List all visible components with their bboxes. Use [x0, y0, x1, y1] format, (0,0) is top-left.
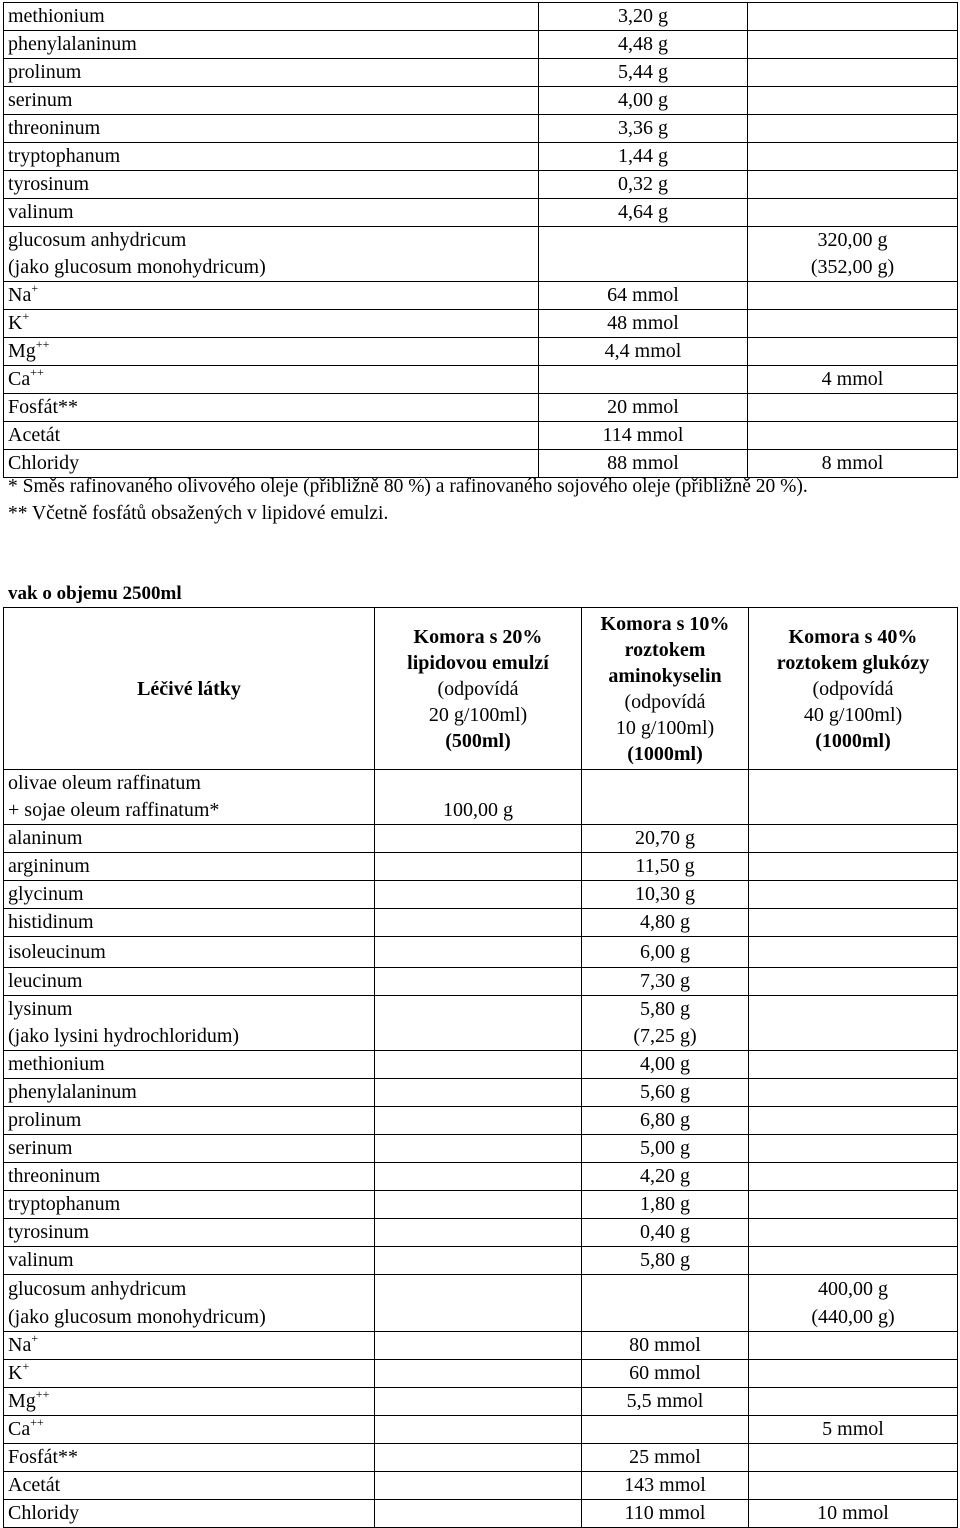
table-row [4, 996, 958, 1051]
amount-cell: 110 mmol [582, 1500, 749, 1528]
ion-name: Mg++ [4, 1388, 375, 1416]
amount-cell: 0,32 g [539, 171, 748, 199]
table-row [4, 1219, 958, 1247]
amount-cell [375, 1219, 582, 1247]
ion-name: Na+ [4, 1332, 375, 1360]
composition-table-continued [3, 2, 958, 478]
substance-name: glucosum anhydricum (jako glucosum monohydricum) [4, 1275, 375, 1332]
amount-cell [375, 1332, 582, 1360]
amount-cell: 3,20 g [539, 3, 748, 31]
substance-name: valinum [4, 199, 539, 227]
table-row [4, 1247, 958, 1275]
substance-name: lysinum (jako lysini hydrochloridum) [4, 996, 375, 1051]
amount-cell [748, 338, 958, 366]
substance-name: alaninum [4, 825, 375, 853]
column-header-substances: Léčivé látky [4, 608, 375, 770]
amount-cell: 25 mmol [582, 1444, 749, 1472]
amount-cell: 4,80 g [582, 909, 749, 937]
amount-cell: 20,70 g [582, 825, 749, 853]
table-row [4, 1107, 958, 1135]
amount-cell: 143 mmol [582, 1472, 749, 1500]
substance-name [4, 227, 539, 282]
substance-name: methionium [4, 1051, 375, 1079]
substance-name: glycinum [4, 881, 375, 909]
amount-cell [748, 199, 958, 227]
amount-cell [375, 1107, 582, 1135]
amount-cell: 4,00 g [582, 1051, 749, 1079]
substance-name: prolinum [4, 1107, 375, 1135]
amount-cell [375, 825, 582, 853]
amount-cell [375, 1360, 582, 1388]
amount-cell [749, 1135, 958, 1163]
amount-cell: 6,80 g [582, 1107, 749, 1135]
substance-name: threoninum [4, 115, 539, 143]
table-row [4, 59, 958, 87]
table-row [4, 115, 958, 143]
amount-cell: 5,44 g [539, 59, 748, 87]
substance-name: phenylalaninum [4, 1079, 375, 1107]
column-header-amino-chamber: Komora s 10% roztokem aminokyselin (odpovídá 10 g/100ml) (1000ml) [582, 608, 749, 770]
table-row [4, 1416, 958, 1444]
amount-cell: 100,00 g [375, 770, 582, 825]
table-row [4, 227, 958, 282]
substance-name: serinum [4, 1135, 375, 1163]
amount-cell [749, 881, 958, 909]
footnote-oil-mixture: * Směs rafinovaného olivového oleje (přibližně 80 %) a rafinovaného sojového oleje (přibližně 20 %). [8, 476, 808, 497]
amount-cell: 11,50 g [582, 853, 749, 881]
ion-name: Mg++ [4, 338, 539, 366]
amount-cell [748, 171, 958, 199]
amount-cell: 4,00 g [539, 87, 748, 115]
amount-cell [749, 1444, 958, 1472]
table-row [4, 1332, 958, 1360]
amount-cell: 80 mmol [582, 1332, 749, 1360]
amount-cell: 0,40 g [582, 1219, 749, 1247]
substance-name: tyrosinum [4, 1219, 375, 1247]
substance-name: tyrosinum [4, 171, 539, 199]
amount-cell [375, 909, 582, 937]
amount-cell [749, 1107, 958, 1135]
table-row [4, 1388, 958, 1416]
amount-cell: 1,80 g [582, 1191, 749, 1219]
amount-cell [749, 1472, 958, 1500]
ion-name: Fosfát** [4, 1444, 375, 1472]
amount-cell [539, 366, 748, 394]
amount-cell: 64 mmol [539, 282, 748, 310]
amount-cell: 4,48 g [539, 31, 748, 59]
table-row [4, 87, 958, 115]
amount-cell [375, 1444, 582, 1472]
amount-cell [375, 937, 582, 968]
amount-cell [749, 1388, 958, 1416]
amount-cell: 4 mmol [748, 366, 958, 394]
ion-name: Acetát [4, 1472, 375, 1500]
footnotes [8, 473, 808, 527]
amount-cell: 114 mmol [539, 422, 748, 450]
substance-name: olivae oleum raffinatum + sojae oleum raffinatum* [4, 770, 375, 825]
table-row [4, 143, 958, 171]
amount-cell [749, 1360, 958, 1388]
amount-cell [582, 1275, 749, 1332]
substance-name: valinum [4, 1247, 375, 1275]
table-row [4, 1163, 958, 1191]
amount-cell [375, 1079, 582, 1107]
amount-cell [582, 1416, 749, 1444]
ion-name: K+ [4, 310, 539, 338]
amount-cell [749, 1079, 958, 1107]
amount-cell: 88 mmol [539, 450, 748, 478]
amount-cell [375, 1051, 582, 1079]
glucose-monohydrate-amount: (352,00 g) [810, 256, 895, 278]
amount-cell [748, 282, 958, 310]
amount-cell [749, 937, 958, 968]
amount-cell: 5,80 g (7,25 g) [582, 996, 749, 1051]
table-row [4, 199, 958, 227]
column-header-glucose-chamber: Komora s 40% roztokem glukózy (odpovídá 40 g/100ml) (1000ml) [749, 608, 958, 770]
table-row [4, 1135, 958, 1163]
amount-cell [375, 1275, 582, 1332]
amount-cell [375, 1388, 582, 1416]
amount-cell [748, 3, 958, 31]
amount-cell: 4,20 g [582, 1163, 749, 1191]
substance-name: tryptophanum [4, 1191, 375, 1219]
amount-cell [375, 1472, 582, 1500]
substance-name: serinum [4, 87, 539, 115]
table-row [4, 3, 958, 31]
amount-cell [748, 59, 958, 87]
amount-cell: 20 mmol [539, 394, 748, 422]
amount-cell [749, 1051, 958, 1079]
amount-cell [375, 1135, 582, 1163]
substance-name: methionium [4, 3, 539, 31]
footnote-phosphate: ** Včetně fosfátů obsažených v lipidové emulzi. [8, 503, 389, 524]
table-row [4, 1051, 958, 1079]
amount-cell [375, 853, 582, 881]
table-row [4, 171, 958, 199]
amount-cell: 3,36 g [539, 115, 748, 143]
amount-cell: 8 mmol [748, 450, 958, 478]
table-row [4, 1360, 958, 1388]
amount-cell [749, 825, 958, 853]
amount-cell [375, 968, 582, 996]
amount-cell [748, 227, 958, 282]
table-row [4, 1500, 958, 1528]
amount-cell [375, 1500, 582, 1528]
substance-name: prolinum [4, 59, 539, 87]
ion-name: K+ [4, 1360, 375, 1388]
table-row [4, 1191, 958, 1219]
table-row [4, 338, 958, 366]
composition-table-2500ml [3, 607, 958, 1528]
ion-name: Ca++ [4, 366, 539, 394]
amount-cell [748, 87, 958, 115]
table-row [4, 1472, 958, 1500]
amount-cell [749, 996, 958, 1051]
amount-cell [375, 1191, 582, 1219]
glucose-name: glucosum anhydricum [8, 229, 187, 251]
amount-cell: 5,00 g [582, 1135, 749, 1163]
amount-cell [749, 1163, 958, 1191]
table-row [4, 825, 958, 853]
substance-name: isoleucinum [4, 937, 375, 968]
table-row [4, 968, 958, 996]
table-row [4, 853, 958, 881]
table-row [4, 1275, 958, 1332]
ion-name: Chloridy [4, 1500, 375, 1528]
table-row [4, 1079, 958, 1107]
amount-cell [748, 394, 958, 422]
ion-name: Acetát [4, 422, 539, 450]
substance-name: phenylalaninum [4, 31, 539, 59]
table-row [4, 937, 958, 968]
amount-cell: 5,5 mmol [582, 1388, 749, 1416]
table-row [4, 1444, 958, 1472]
glucose-amount: 320,00 g [817, 229, 888, 251]
amount-cell [375, 1163, 582, 1191]
table-row [4, 310, 958, 338]
amount-cell [375, 996, 582, 1051]
amount-cell: 400,00 g (440,00 g) [749, 1275, 958, 1332]
table-row [4, 394, 958, 422]
amount-cell [375, 881, 582, 909]
amount-cell [748, 422, 958, 450]
amount-cell: 4,4 mmol [539, 338, 748, 366]
amount-cell [749, 1219, 958, 1247]
amount-cell [748, 115, 958, 143]
amount-cell: 60 mmol [582, 1360, 749, 1388]
amount-cell [539, 227, 748, 282]
column-header-lipid-chamber: Komora s 20% lipidovou emulzí (odpovídá 20 g/100ml) (500ml) [375, 608, 582, 770]
table-row [4, 770, 958, 825]
amount-cell [749, 909, 958, 937]
ion-name: Fosfát** [4, 394, 539, 422]
substance-name: leucinum [4, 968, 375, 996]
amount-cell: 10,30 g [582, 881, 749, 909]
glucose-monohydrate-name: (jako glucosum monohydricum) [8, 256, 266, 278]
table-row [4, 881, 958, 909]
amount-cell [582, 770, 749, 825]
amount-cell [748, 310, 958, 338]
amount-cell: 10 mmol [749, 1500, 958, 1528]
table-header-row [4, 608, 958, 770]
table-row [4, 366, 958, 394]
amount-cell [749, 853, 958, 881]
amount-cell [749, 1191, 958, 1219]
ion-name: Chloridy [4, 450, 539, 478]
amount-cell: 1,44 g [539, 143, 748, 171]
ion-name: Na+ [4, 282, 539, 310]
table-row [4, 31, 958, 59]
table-row [4, 282, 958, 310]
bag-volume-heading: vak o objemu 2500ml [8, 583, 182, 604]
amount-cell: 7,30 g [582, 968, 749, 996]
substance-name: threoninum [4, 1163, 375, 1191]
substance-name: tryptophanum [4, 143, 539, 171]
amount-cell: 5,80 g [582, 1247, 749, 1275]
amount-cell [749, 968, 958, 996]
amount-cell [375, 1416, 582, 1444]
amount-cell [749, 770, 958, 825]
amount-cell: 6,00 g [582, 937, 749, 968]
amount-cell: 48 mmol [539, 310, 748, 338]
amount-cell [749, 1332, 958, 1360]
amount-cell [748, 143, 958, 171]
amount-cell [749, 1247, 958, 1275]
substance-name: histidinum [4, 909, 375, 937]
substance-name: argininum [4, 853, 375, 881]
table-row [4, 422, 958, 450]
amount-cell: 5 mmol [749, 1416, 958, 1444]
table-row [4, 909, 958, 937]
amount-cell: 4,64 g [539, 199, 748, 227]
ion-name: Ca++ [4, 1416, 375, 1444]
amount-cell [748, 31, 958, 59]
amount-cell: 5,60 g [582, 1079, 749, 1107]
amount-cell [375, 1247, 582, 1275]
